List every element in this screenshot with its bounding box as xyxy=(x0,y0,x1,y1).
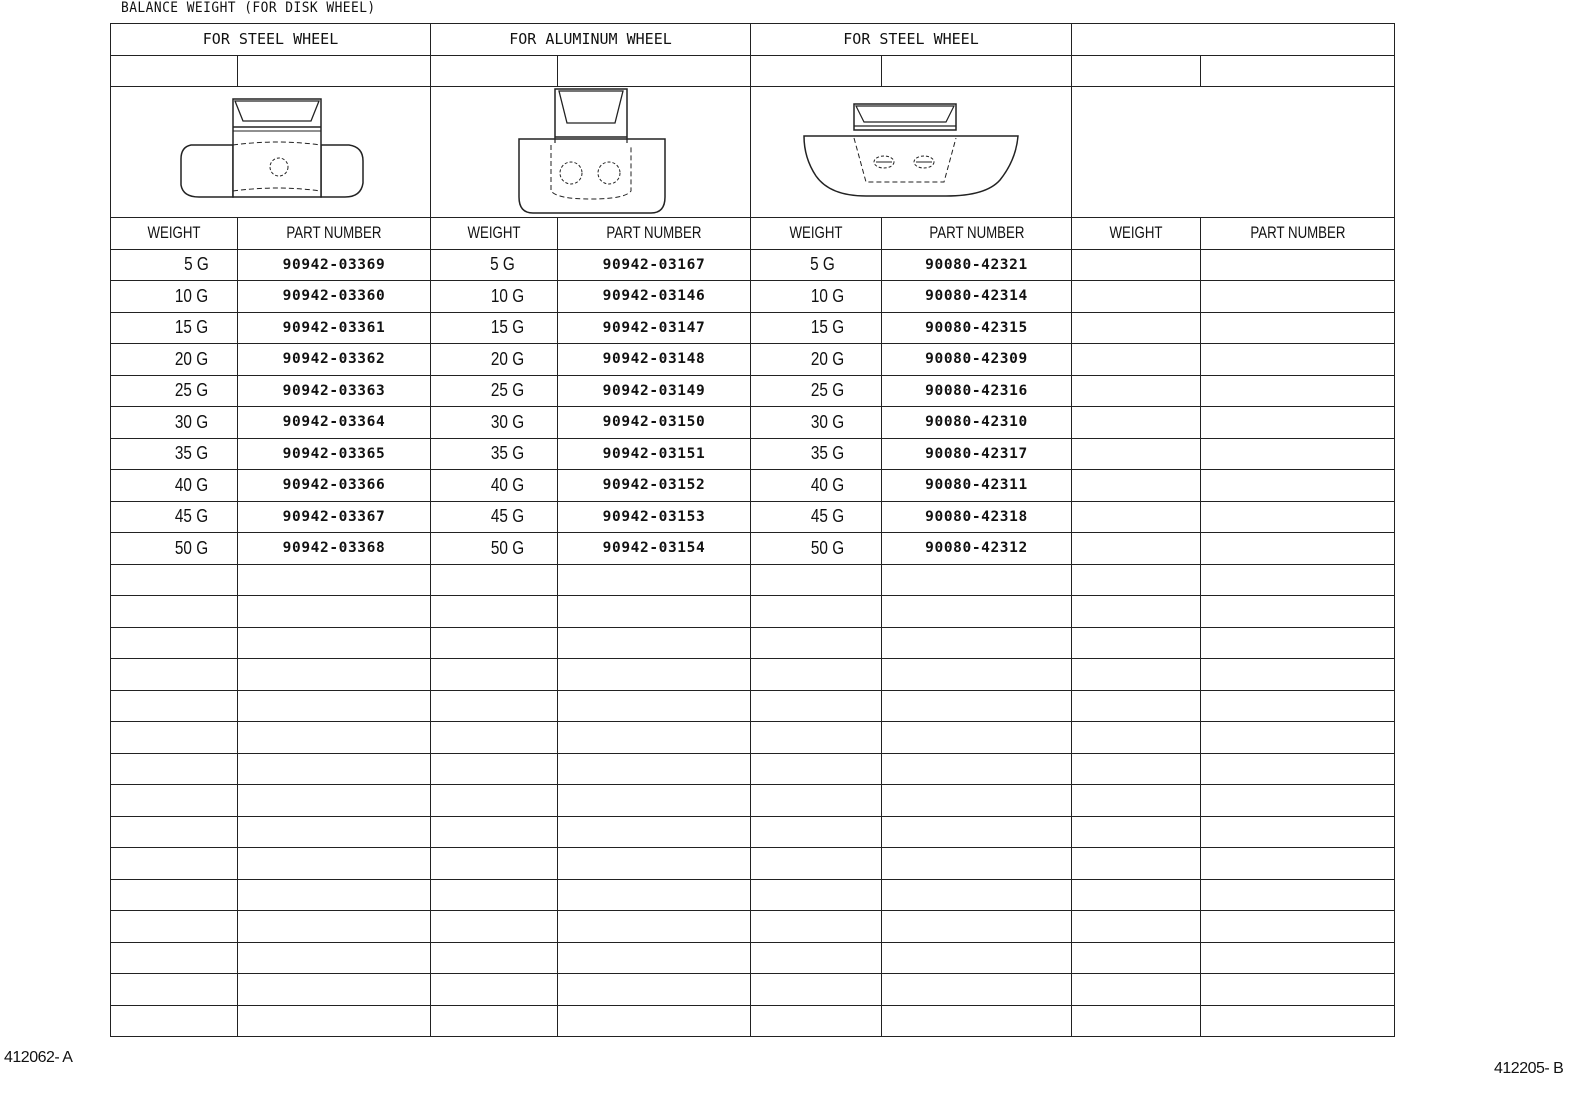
part-number-cell: 90942-03146 xyxy=(558,281,751,313)
part-number-cell: 90942-03167 xyxy=(558,249,751,281)
balance-weight-table xyxy=(110,23,1395,1037)
empty-cell xyxy=(1201,816,1395,848)
part-number-header: PART NUMBER xyxy=(558,218,751,250)
weight-cell: 45 G xyxy=(111,501,238,533)
empty-cell xyxy=(751,753,882,785)
empty-cell xyxy=(558,942,751,974)
group-header-steel-2: FOR STEEL WHEEL xyxy=(751,24,1072,56)
empty-cell xyxy=(238,596,431,628)
table-row xyxy=(111,470,1395,502)
empty-cell xyxy=(751,596,882,628)
part-number-cell: 90942-03367 xyxy=(238,501,431,533)
empty-cell xyxy=(431,848,558,880)
empty-cell xyxy=(238,690,431,722)
weight-cell: 40 G xyxy=(431,470,558,502)
part-number-cell: 90942-03149 xyxy=(558,375,751,407)
empty-cell xyxy=(238,659,431,691)
part-number-cell: 90942-03154 xyxy=(558,533,751,565)
empty-cell xyxy=(558,816,751,848)
empty-cell xyxy=(238,942,431,974)
empty-cell xyxy=(238,879,431,911)
part-number-cell: 90942-03365 xyxy=(238,438,431,470)
table-row xyxy=(111,281,1395,313)
steel-clip-weight-2-icon xyxy=(796,102,1026,202)
table-row xyxy=(111,501,1395,533)
empty-cell xyxy=(1072,564,1201,596)
empty-cell xyxy=(558,911,751,943)
table-row xyxy=(111,407,1395,439)
weight-cell: 25 G xyxy=(431,375,558,407)
empty-cell xyxy=(882,785,1072,817)
empty-cell xyxy=(431,911,558,943)
empty-cell xyxy=(238,785,431,817)
empty-cell xyxy=(751,942,882,974)
empty-cell xyxy=(1201,501,1395,533)
part-number-header: PART NUMBER xyxy=(882,218,1072,250)
empty-cell xyxy=(1072,974,1201,1006)
aluminum-adhesive-weight-icon xyxy=(491,87,691,217)
empty-cell xyxy=(558,596,751,628)
sub-cell xyxy=(882,55,1072,87)
empty-cell xyxy=(1072,281,1201,313)
empty-cell xyxy=(751,879,882,911)
group-header-aluminum: FOR ALUMINUM WHEEL xyxy=(431,24,751,56)
empty-cell xyxy=(238,564,431,596)
empty-cell xyxy=(751,690,882,722)
weight-cell: 20 G xyxy=(431,344,558,376)
empty-cell xyxy=(431,785,558,817)
footer-right-code: 412205- B xyxy=(1494,1060,1564,1077)
weight-cell: 30 G xyxy=(751,407,882,439)
steel-clip-weight-icon xyxy=(171,97,371,207)
empty-cell xyxy=(558,690,751,722)
empty-cell xyxy=(1201,879,1395,911)
empty-cell xyxy=(1201,942,1395,974)
weight-header: WEIGHT xyxy=(431,218,558,250)
part-number-cell: 90942-03150 xyxy=(558,407,751,439)
footer-left-code: 412062- A xyxy=(4,1049,73,1066)
empty-cell xyxy=(1201,470,1395,502)
empty-cell xyxy=(1201,690,1395,722)
empty-cell xyxy=(558,753,751,785)
empty-cell xyxy=(111,722,238,754)
empty-cell xyxy=(431,942,558,974)
table-row xyxy=(111,438,1395,470)
weight-cell: 5 G xyxy=(431,249,558,281)
empty-cell xyxy=(1072,785,1201,817)
empty-cell xyxy=(751,848,882,880)
empty-cell xyxy=(1072,627,1201,659)
part-number-cell: 90942-03364 xyxy=(238,407,431,439)
part-number-cell: 90080-42316 xyxy=(882,375,1072,407)
sub-cell xyxy=(1072,55,1201,87)
empty-cell xyxy=(1072,848,1201,880)
empty-cell xyxy=(558,848,751,880)
weight-cell: 35 G xyxy=(111,438,238,470)
empty-cell xyxy=(1201,722,1395,754)
part-number-header: PART NUMBER xyxy=(238,218,431,250)
empty-cell xyxy=(751,627,882,659)
empty-cell xyxy=(1201,753,1395,785)
empty-table-row xyxy=(111,785,1395,817)
weight-cell: 35 G xyxy=(751,438,882,470)
part-number-cell: 90080-42309 xyxy=(882,344,1072,376)
empty-cell xyxy=(1072,470,1201,502)
empty-cell xyxy=(882,564,1072,596)
empty-cell xyxy=(1201,911,1395,943)
empty-cell xyxy=(1072,312,1201,344)
steel-weight-2-illustration-cell xyxy=(751,87,1072,218)
empty-cell xyxy=(751,1005,882,1037)
weight-cell: 15 G xyxy=(431,312,558,344)
empty-cell xyxy=(751,722,882,754)
empty-cell xyxy=(882,690,1072,722)
empty-cell xyxy=(882,1005,1072,1037)
empty-cell xyxy=(111,690,238,722)
aluminum-weight-illustration-cell xyxy=(431,87,751,218)
empty-cell xyxy=(751,911,882,943)
table-row xyxy=(111,375,1395,407)
empty-table-row xyxy=(111,753,1395,785)
empty-cell xyxy=(431,564,558,596)
empty-cell xyxy=(751,785,882,817)
empty-table-row xyxy=(111,911,1395,943)
empty-cell xyxy=(111,627,238,659)
empty-cell xyxy=(1201,974,1395,1006)
weight-cell: 10 G xyxy=(751,281,882,313)
part-number-cell: 90942-03369 xyxy=(238,249,431,281)
part-number-cell: 90942-03151 xyxy=(558,438,751,470)
empty-cell xyxy=(1201,407,1395,439)
empty-cell xyxy=(1201,627,1395,659)
empty-cell xyxy=(431,753,558,785)
part-number-cell: 90942-03362 xyxy=(238,344,431,376)
empty-cell xyxy=(558,627,751,659)
weight-cell: 20 G xyxy=(111,344,238,376)
empty-cell xyxy=(431,596,558,628)
empty-cell xyxy=(1072,753,1201,785)
sub-cell xyxy=(238,55,431,87)
empty-cell xyxy=(431,1005,558,1037)
empty-cell xyxy=(1072,249,1201,281)
empty-cell xyxy=(751,564,882,596)
empty-cell xyxy=(1201,596,1395,628)
empty-table-row xyxy=(111,848,1395,880)
part-number-cell: 90942-03152 xyxy=(558,470,751,502)
empty-cell xyxy=(558,722,751,754)
empty-cell xyxy=(111,816,238,848)
empty-cell xyxy=(1072,407,1201,439)
part-number-cell: 90942-03360 xyxy=(238,281,431,313)
empty-cell xyxy=(1201,249,1395,281)
empty-cell xyxy=(238,753,431,785)
empty-cell xyxy=(1201,281,1395,313)
empty-cell xyxy=(1072,596,1201,628)
empty-cell xyxy=(882,753,1072,785)
empty-cell xyxy=(558,974,751,1006)
empty-cell xyxy=(558,879,751,911)
part-number-cell: 90080-42310 xyxy=(882,407,1072,439)
table-row xyxy=(111,312,1395,344)
weight-cell: 25 G xyxy=(751,375,882,407)
part-number-cell: 90080-42312 xyxy=(882,533,1072,565)
empty-cell xyxy=(1072,375,1201,407)
sub-cell xyxy=(111,55,238,87)
empty-cell xyxy=(558,659,751,691)
empty-cell xyxy=(431,659,558,691)
part-number-cell: 90080-42321 xyxy=(882,249,1072,281)
empty-cell xyxy=(111,911,238,943)
empty-cell xyxy=(882,879,1072,911)
empty-cell xyxy=(111,596,238,628)
empty-cell xyxy=(1201,659,1395,691)
table-row xyxy=(111,249,1395,281)
weight-cell: 5 G xyxy=(751,249,882,281)
empty-cell xyxy=(1072,722,1201,754)
group-header-empty xyxy=(1072,24,1395,56)
empty-table-row xyxy=(111,942,1395,974)
sub-cell xyxy=(558,55,751,87)
weight-cell: 20 G xyxy=(751,344,882,376)
weight-cell: 30 G xyxy=(431,407,558,439)
weight-cell: 40 G xyxy=(111,470,238,502)
empty-cell xyxy=(882,627,1072,659)
empty-cell xyxy=(558,564,751,596)
empty-cell xyxy=(751,816,882,848)
empty-cell xyxy=(1072,942,1201,974)
sub-cell xyxy=(751,55,882,87)
weight-cell: 15 G xyxy=(751,312,882,344)
empty-cell xyxy=(882,911,1072,943)
table-row xyxy=(111,344,1395,376)
part-number-cell: 90080-42314 xyxy=(882,281,1072,313)
empty-cell xyxy=(1201,312,1395,344)
empty-cell xyxy=(751,974,882,1006)
steel-weight-illustration-cell xyxy=(111,87,431,218)
empty-cell xyxy=(882,596,1072,628)
part-number-cell: 90080-42318 xyxy=(882,501,1072,533)
empty-table-row xyxy=(111,816,1395,848)
empty-cell xyxy=(431,879,558,911)
part-number-cell: 90942-03148 xyxy=(558,344,751,376)
weight-cell: 50 G xyxy=(111,533,238,565)
empty-cell xyxy=(111,1005,238,1037)
empty-cell xyxy=(882,848,1072,880)
empty-cell xyxy=(238,974,431,1006)
empty-cell xyxy=(238,1005,431,1037)
part-number-cell: 90080-42315 xyxy=(882,312,1072,344)
empty-cell xyxy=(1072,816,1201,848)
empty-table-row xyxy=(111,564,1395,596)
empty-cell xyxy=(558,1005,751,1037)
part-number-cell: 90942-03361 xyxy=(238,312,431,344)
sub-header-row xyxy=(111,55,1395,87)
empty-cell xyxy=(1201,785,1395,817)
weight-cell: 10 G xyxy=(431,281,558,313)
empty-cell xyxy=(882,974,1072,1006)
empty-cell xyxy=(111,785,238,817)
empty-cell xyxy=(111,848,238,880)
empty-cell xyxy=(238,911,431,943)
empty-cell xyxy=(111,564,238,596)
illustration-row xyxy=(111,87,1395,218)
empty-cell xyxy=(111,942,238,974)
empty-cell xyxy=(238,816,431,848)
empty-cell xyxy=(238,627,431,659)
empty-cell xyxy=(1072,659,1201,691)
empty-table-row xyxy=(111,690,1395,722)
part-number-cell: 90942-03366 xyxy=(238,470,431,502)
part-number-cell: 90080-42311 xyxy=(882,470,1072,502)
empty-cell xyxy=(1201,375,1395,407)
empty-cell xyxy=(431,690,558,722)
empty-table-row xyxy=(111,627,1395,659)
empty-cell xyxy=(1201,564,1395,596)
empty-cell xyxy=(558,785,751,817)
part-number-cell: 90942-03363 xyxy=(238,375,431,407)
weight-cell: 30 G xyxy=(111,407,238,439)
weight-header: WEIGHT xyxy=(751,218,882,250)
empty-cell xyxy=(751,659,882,691)
empty-cell xyxy=(1072,533,1201,565)
empty-cell xyxy=(1072,690,1201,722)
empty-cell xyxy=(1072,501,1201,533)
part-number-cell: 90942-03147 xyxy=(558,312,751,344)
part-number-cell: 90080-42317 xyxy=(882,438,1072,470)
empty-table-row xyxy=(111,879,1395,911)
empty-table-row xyxy=(111,659,1395,691)
empty-cell xyxy=(1201,1005,1395,1037)
empty-illustration-cell xyxy=(1072,87,1395,218)
empty-cell xyxy=(1201,533,1395,565)
weight-cell: 5 G xyxy=(111,249,238,281)
empty-table-row xyxy=(111,596,1395,628)
empty-table-row xyxy=(111,1005,1395,1037)
sub-cell xyxy=(1201,55,1395,87)
empty-cell xyxy=(882,722,1072,754)
empty-cell xyxy=(238,848,431,880)
empty-cell xyxy=(1201,344,1395,376)
empty-cell xyxy=(111,974,238,1006)
empty-cell xyxy=(882,659,1072,691)
empty-cell xyxy=(1072,879,1201,911)
empty-cell xyxy=(111,753,238,785)
part-number-cell: 90942-03153 xyxy=(558,501,751,533)
weight-cell: 45 G xyxy=(751,501,882,533)
group-header-steel-1: FOR STEEL WHEEL xyxy=(111,24,431,56)
document-title: BALANCE WEIGHT (FOR DISK WHEEL) xyxy=(121,0,376,16)
empty-cell xyxy=(882,942,1072,974)
weight-header: WEIGHT xyxy=(1072,218,1201,250)
part-number-header: PART NUMBER xyxy=(1201,218,1395,250)
empty-cell xyxy=(431,974,558,1006)
empty-cell xyxy=(1201,438,1395,470)
group-header-row xyxy=(111,24,1395,56)
weight-cell: 35 G xyxy=(431,438,558,470)
empty-cell xyxy=(238,722,431,754)
weight-cell: 50 G xyxy=(431,533,558,565)
empty-cell xyxy=(882,816,1072,848)
empty-cell xyxy=(1072,344,1201,376)
empty-cell xyxy=(1201,848,1395,880)
sub-cell xyxy=(431,55,558,87)
empty-cell xyxy=(1072,1005,1201,1037)
part-number-cell: 90942-03368 xyxy=(238,533,431,565)
empty-cell xyxy=(431,627,558,659)
empty-table-row xyxy=(111,974,1395,1006)
weight-cell: 15 G xyxy=(111,312,238,344)
weight-cell: 40 G xyxy=(751,470,882,502)
weight-cell: 10 G xyxy=(111,281,238,313)
weight-cell: 45 G xyxy=(431,501,558,533)
weight-header: WEIGHT xyxy=(111,218,238,250)
empty-cell xyxy=(431,722,558,754)
table-row xyxy=(111,533,1395,565)
weight-cell: 50 G xyxy=(751,533,882,565)
empty-table-row xyxy=(111,722,1395,754)
weight-cell: 25 G xyxy=(111,375,238,407)
empty-cell xyxy=(1072,911,1201,943)
empty-cell xyxy=(431,816,558,848)
empty-cell xyxy=(1072,438,1201,470)
empty-cell xyxy=(111,659,238,691)
empty-cell xyxy=(111,879,238,911)
column-header-row xyxy=(111,218,1395,250)
